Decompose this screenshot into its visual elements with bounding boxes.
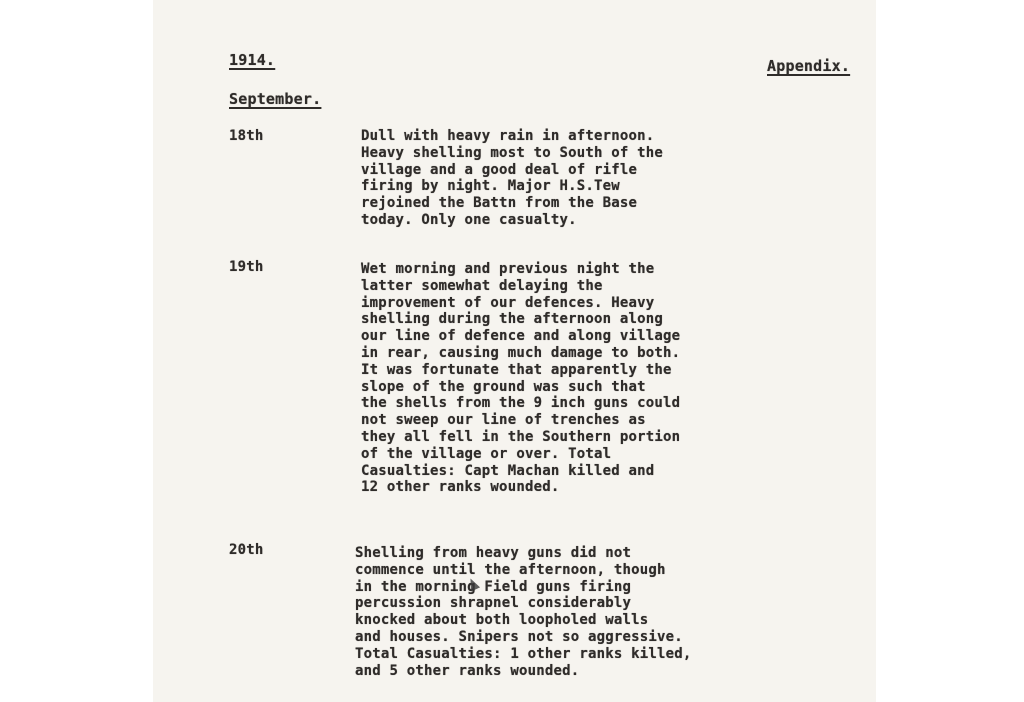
- entry-date: 20th: [229, 542, 264, 558]
- appendix-heading: Appendix.: [767, 57, 851, 75]
- year-heading: 1914.: [229, 51, 276, 69]
- entry-text: Wet morning and previous night the latter somewhat delaying the improvement of our defences. Heavy shelling during the afternoon along our line of defence and along village in rear, causing much damage to both. It was fortunate that apparently the slope of the ground was such that the shells from the 9 inch guns could not sweep our line of trenches as they all fell in the Southern portion of the village or over. Total Casualties: Capt Machan killed and 12 other ranks wounded.: [361, 261, 681, 496]
- entry-date: 18th: [229, 128, 264, 144]
- month-heading: September.: [229, 90, 322, 108]
- entry-text: Shelling from heavy guns did not commence until the afternoon, though in the morning Field guns firing percussion shrapnel considerably knocked about both loopholed walls and houses. Snipers not so aggressive. Total Casualties: 1 other ranks killed, and 5 other ranks wounded.: [355, 545, 692, 679]
- entry-date: 19th: [229, 259, 264, 275]
- entry-text: Dull with heavy rain in afternoon. Heavy shelling most to South of the village and a good deal of rifle firing by night. Major H.S.Tew rejoined the Battn from the Base today. Only one casualty.: [361, 128, 664, 228]
- document-page: [153, 0, 876, 702]
